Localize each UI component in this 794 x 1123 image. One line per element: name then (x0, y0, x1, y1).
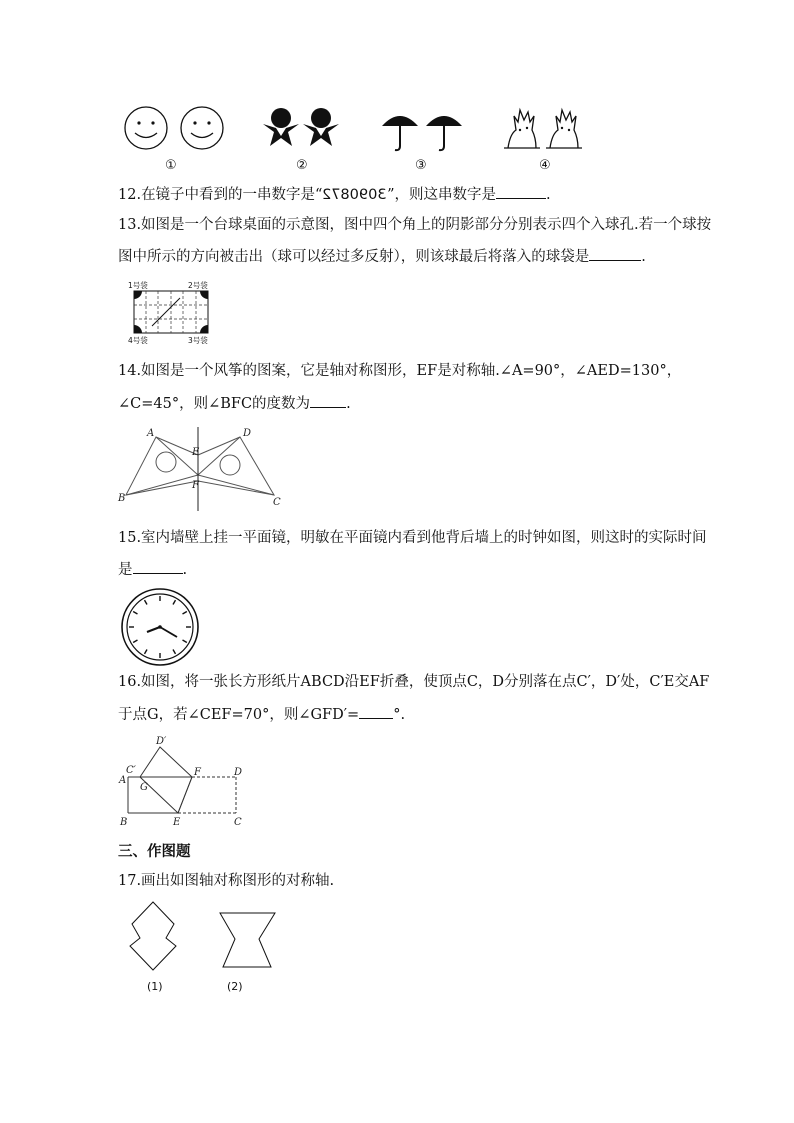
caption-2: (2) (227, 980, 243, 993)
point-A: A (119, 775, 127, 786)
point-D-prime: D′ (156, 736, 167, 747)
question-13-line-2 (118, 246, 646, 267)
question-16-line-2 (118, 704, 405, 725)
point-C-prime: C′ (126, 765, 136, 776)
heart-figure-icon (258, 106, 358, 156)
clock-tick (183, 640, 187, 643)
caption-1: (1) (147, 980, 163, 993)
point-E: E (173, 817, 181, 828)
q17-text: 17.画出如图轴对称图形的对称轴. (118, 873, 335, 889)
q14-answer-blank[interactable] (310, 393, 346, 408)
q16-line-1: 16.如图，将一张长方形纸片ABCD沿EF折叠，使顶点C，D分别落在点C′，D′处，C′E交AF (118, 674, 710, 690)
question-14-line-2 (118, 393, 351, 414)
q11-figures (118, 100, 598, 175)
clock-tick (183, 612, 187, 615)
q15-line-2: 是 (118, 562, 133, 578)
section-3-title: 三、作图题 (118, 843, 191, 860)
point-C: C (234, 817, 242, 828)
q12-text-before: 在镜子中看到的一串数字是“ (141, 187, 323, 203)
clock-tick (145, 600, 148, 604)
clock-tick (133, 612, 137, 615)
q13-answer-blank[interactable] (589, 246, 641, 261)
point-F: F (194, 767, 201, 778)
figure-label-4: ④ (539, 158, 551, 173)
q12-text-after: ”，则这串数字是 (387, 187, 496, 203)
q13-line-1: 13.如图是一个台球桌面的示意图，图中四个角上的阴影部分分别表示四个入球孔.若一个球按 (118, 217, 712, 233)
q16-line-2b: °. (393, 707, 406, 723)
pocket-2-label: 2号袋 (188, 281, 208, 290)
mirror-clock-figure (120, 587, 200, 667)
point-C: C (273, 497, 281, 508)
q15-answer-blank[interactable] (133, 559, 183, 574)
umbrella-icon (380, 108, 480, 158)
q12-number: 12. (118, 187, 142, 203)
q14-line-1: 14.如图是一个风筝的图案，它是轴对称图形，EF是对称轴.∠A=90°，∠AED=130°， (118, 363, 682, 379)
clock-tick (145, 650, 148, 654)
q15-end: . (182, 562, 188, 578)
q16-line-2a: 于点G，若∠CEF=70°，则∠GFD′= (118, 707, 360, 723)
folded-rectangle-figure (118, 733, 258, 828)
point-G: G (140, 782, 148, 793)
clock-tick (173, 600, 176, 604)
q12-end: . (545, 187, 551, 203)
point-D: D (234, 767, 243, 778)
pocket-1-label: 1号袋 (128, 281, 148, 290)
point-B: B (118, 493, 126, 504)
clock-tick (133, 640, 137, 643)
figure-label-1: ① (165, 158, 177, 173)
point-E: E (192, 447, 200, 458)
pocket-3-label: 3号袋 (188, 336, 208, 345)
question-12 (118, 184, 551, 205)
figure-label-3: ③ (415, 158, 427, 173)
q16-answer-blank[interactable] (359, 704, 393, 719)
figure-label-2: ② (296, 158, 308, 173)
pocket-4-label: 4号袋 (128, 336, 148, 345)
question-15-line-2 (118, 559, 187, 580)
spiky-head-icon (500, 104, 610, 154)
q12-mirror-digits: 3090872 (322, 187, 388, 203)
q13-line-2: 图中所示的方向被击出（球可以经过多反射），则该球最后将落入的球袋是 (118, 249, 590, 265)
clock-tick (173, 650, 176, 654)
point-A: A (147, 428, 155, 439)
q14-line-2: ∠C=45°，则∠BFC的度数为 (118, 396, 311, 412)
q13-end: . (641, 249, 646, 265)
q15-line-1: 15.室内墙壁上挂一平面镜，明敏在平面镜内看到他背后墙上的时钟如图，则这时的实际时间 (118, 530, 707, 546)
billiard-table-figure (124, 280, 214, 345)
symmetric-shape-1 (120, 900, 185, 980)
point-B: B (120, 817, 128, 828)
q12-answer-blank[interactable] (496, 184, 546, 199)
point-D: D (243, 428, 252, 439)
point-F: F (192, 480, 199, 491)
smiley-face-icon (122, 106, 232, 156)
q14-end: . (346, 396, 351, 412)
symmetric-shape-2 (215, 905, 280, 975)
kite-figure (118, 425, 283, 515)
